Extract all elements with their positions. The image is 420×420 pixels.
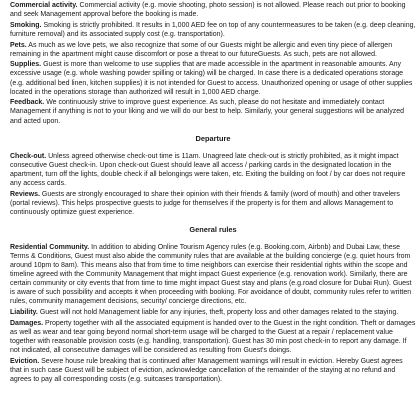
paragraph-text: Severe house rule breaking that is continued after Management warnings will result in eviction. Hereby Guest agrees that in such case Guest will be subject of eviction, acknowledge cancellation of the remainder of the staying at no refund and agrees to pay all corresponding costs (e.g. suitcases transportation). [10,357,403,383]
paragraph-heading: Pets. [10,41,27,49]
paragraph-check-out [10,152,416,188]
paragraph-text: Guest will not hold Management liable for any injuries, theft, property loss and other damages related to the staying. [37,309,399,317]
paragraph-text: In addition to abiding Online Tourism Agency rules (e.g. Booking.com, Airbnb) and Dubai Law, these Terms & Conditions, Guest must also abide the community rules that are available at the building concierge (e.g. quiet hours from around 10pm to 8am). This means also that from time to time neighbors can exercise their residential rights within the scope and timeline agreed with the Community Management that might impact Guest experience (e.g. renovation work). Similarly, there are certain community or city events that from time to time might impact Guest stay and plans (e.g.road closure for Dubai Run). Guest is aware of such possibility and accepts it when proceeding with booking. For avoidance of doubt, community rules refer to written rules, community management decisions, security/ concierge directions, etc. [10,243,412,306]
paragraph-text: Property together with all the associated equipment is handed over to the Guest in the right condition. Theft or damages as well as wear and tear going beyond normal short-term usage will be charged to the Guest at a repair / replacement value together with reasonable provision costs (e.g. handling, transportation). Guest has 30 min post check-in to report any damage. If not indicated, all consecutive damages will be considered as resulting from Guest's doings. [10,319,416,355]
paragraph-damages [10,319,416,355]
departure-section [10,134,416,217]
paragraph-heading: Residential Community. [10,243,90,251]
section-heading-departure: Departure [195,133,231,143]
paragraph-heading: Feedback. [10,99,45,107]
paragraph-pets [10,41,416,59]
paragraph-heading: Check-out. [10,152,47,160]
paragraph-heading: Commercial activity. [10,2,78,9]
paragraph-text: Unless agreed otherwise check-out time is 11am. Unagreed late check-out is strictly prohibited, as it might impact consecutive Guest check-in. Upon check-out Guest should leave all access / parking cards in the designated location in the apartment, turn off the lights, double check if all belongings were taken, etc. Exiting the building on foot / by car does not require any access cards. [10,152,406,187]
paragraph-heading: Eviction. [10,357,40,365]
paragraph-feedback [10,98,416,125]
paragraph-supplies [10,60,416,96]
paragraph-heading: Liability. [10,309,38,317]
paragraph-eviction [10,357,416,384]
paragraph-text: Smoking is strictly prohibited. It results in 1,000 AED fee on top of any countermeasures to be taken (e.g. deep cleaning, furniture removal) and its associated supply cost (e.g. transportation). [10,21,416,38]
paragraph-text: We continuously strive to improve guest experience. As such, please do not hesitate and immediately contact Management if anything is not to your liking and we will do our best to help. Similarly, your general suggestions will be analyzed and acted upon. [10,99,405,125]
paragraph-heading: Reviews. [10,190,40,198]
paragraph-text: Commercial activity (e.g. movie shooting, photo session) is not allowed. Please reach out prior to booking and seek Management approval before the booking is made. [10,2,406,19]
rules-section-continued [10,1,416,126]
paragraph-text: Guests are strongly encouraged to share their opinion with their friends & family (word of mouth) and other travelers (portal reviews). This helps prospective guests to judge for themselves if the property is for them and allows Management to continuously optimize guest experience. [10,190,400,216]
paragraph-heading: Smoking. [10,21,42,29]
section-heading-general-rules: General rules [189,224,237,234]
paragraph-liability [10,308,416,317]
paragraph-commercial-activity [10,1,416,19]
general-rules-section [10,225,416,384]
paragraph-reviews [10,190,416,217]
paragraph-text: Guest is more than welcome to use supplies that are made accessible in the apartment in reasonable amounts. Any excessive usage (e.g. whole washing powder spilling or taking) will be charged. In case there is a dedicated operations storage (e.g. additional bed linen, kitchen supplies) it is not intended for Guest to access. Unauthorized opening or usage of other supplies located in the operations storage than authorized will result in 1,000 AED charge. [10,61,413,96]
paragraph-residential-community [10,243,416,307]
paragraph-heading: Supplies. [10,61,42,69]
paragraph-smoking [10,21,416,39]
paragraph-heading: Damages. [10,319,44,327]
paragraph-text: As much as we love pets, we also recognize that some of our Guests might be allergic and even tiny piece of allergen remaining in the apartment might cause discomfort or pose a threat to our futureGuests. As such, pets are not allowed. [10,41,393,58]
